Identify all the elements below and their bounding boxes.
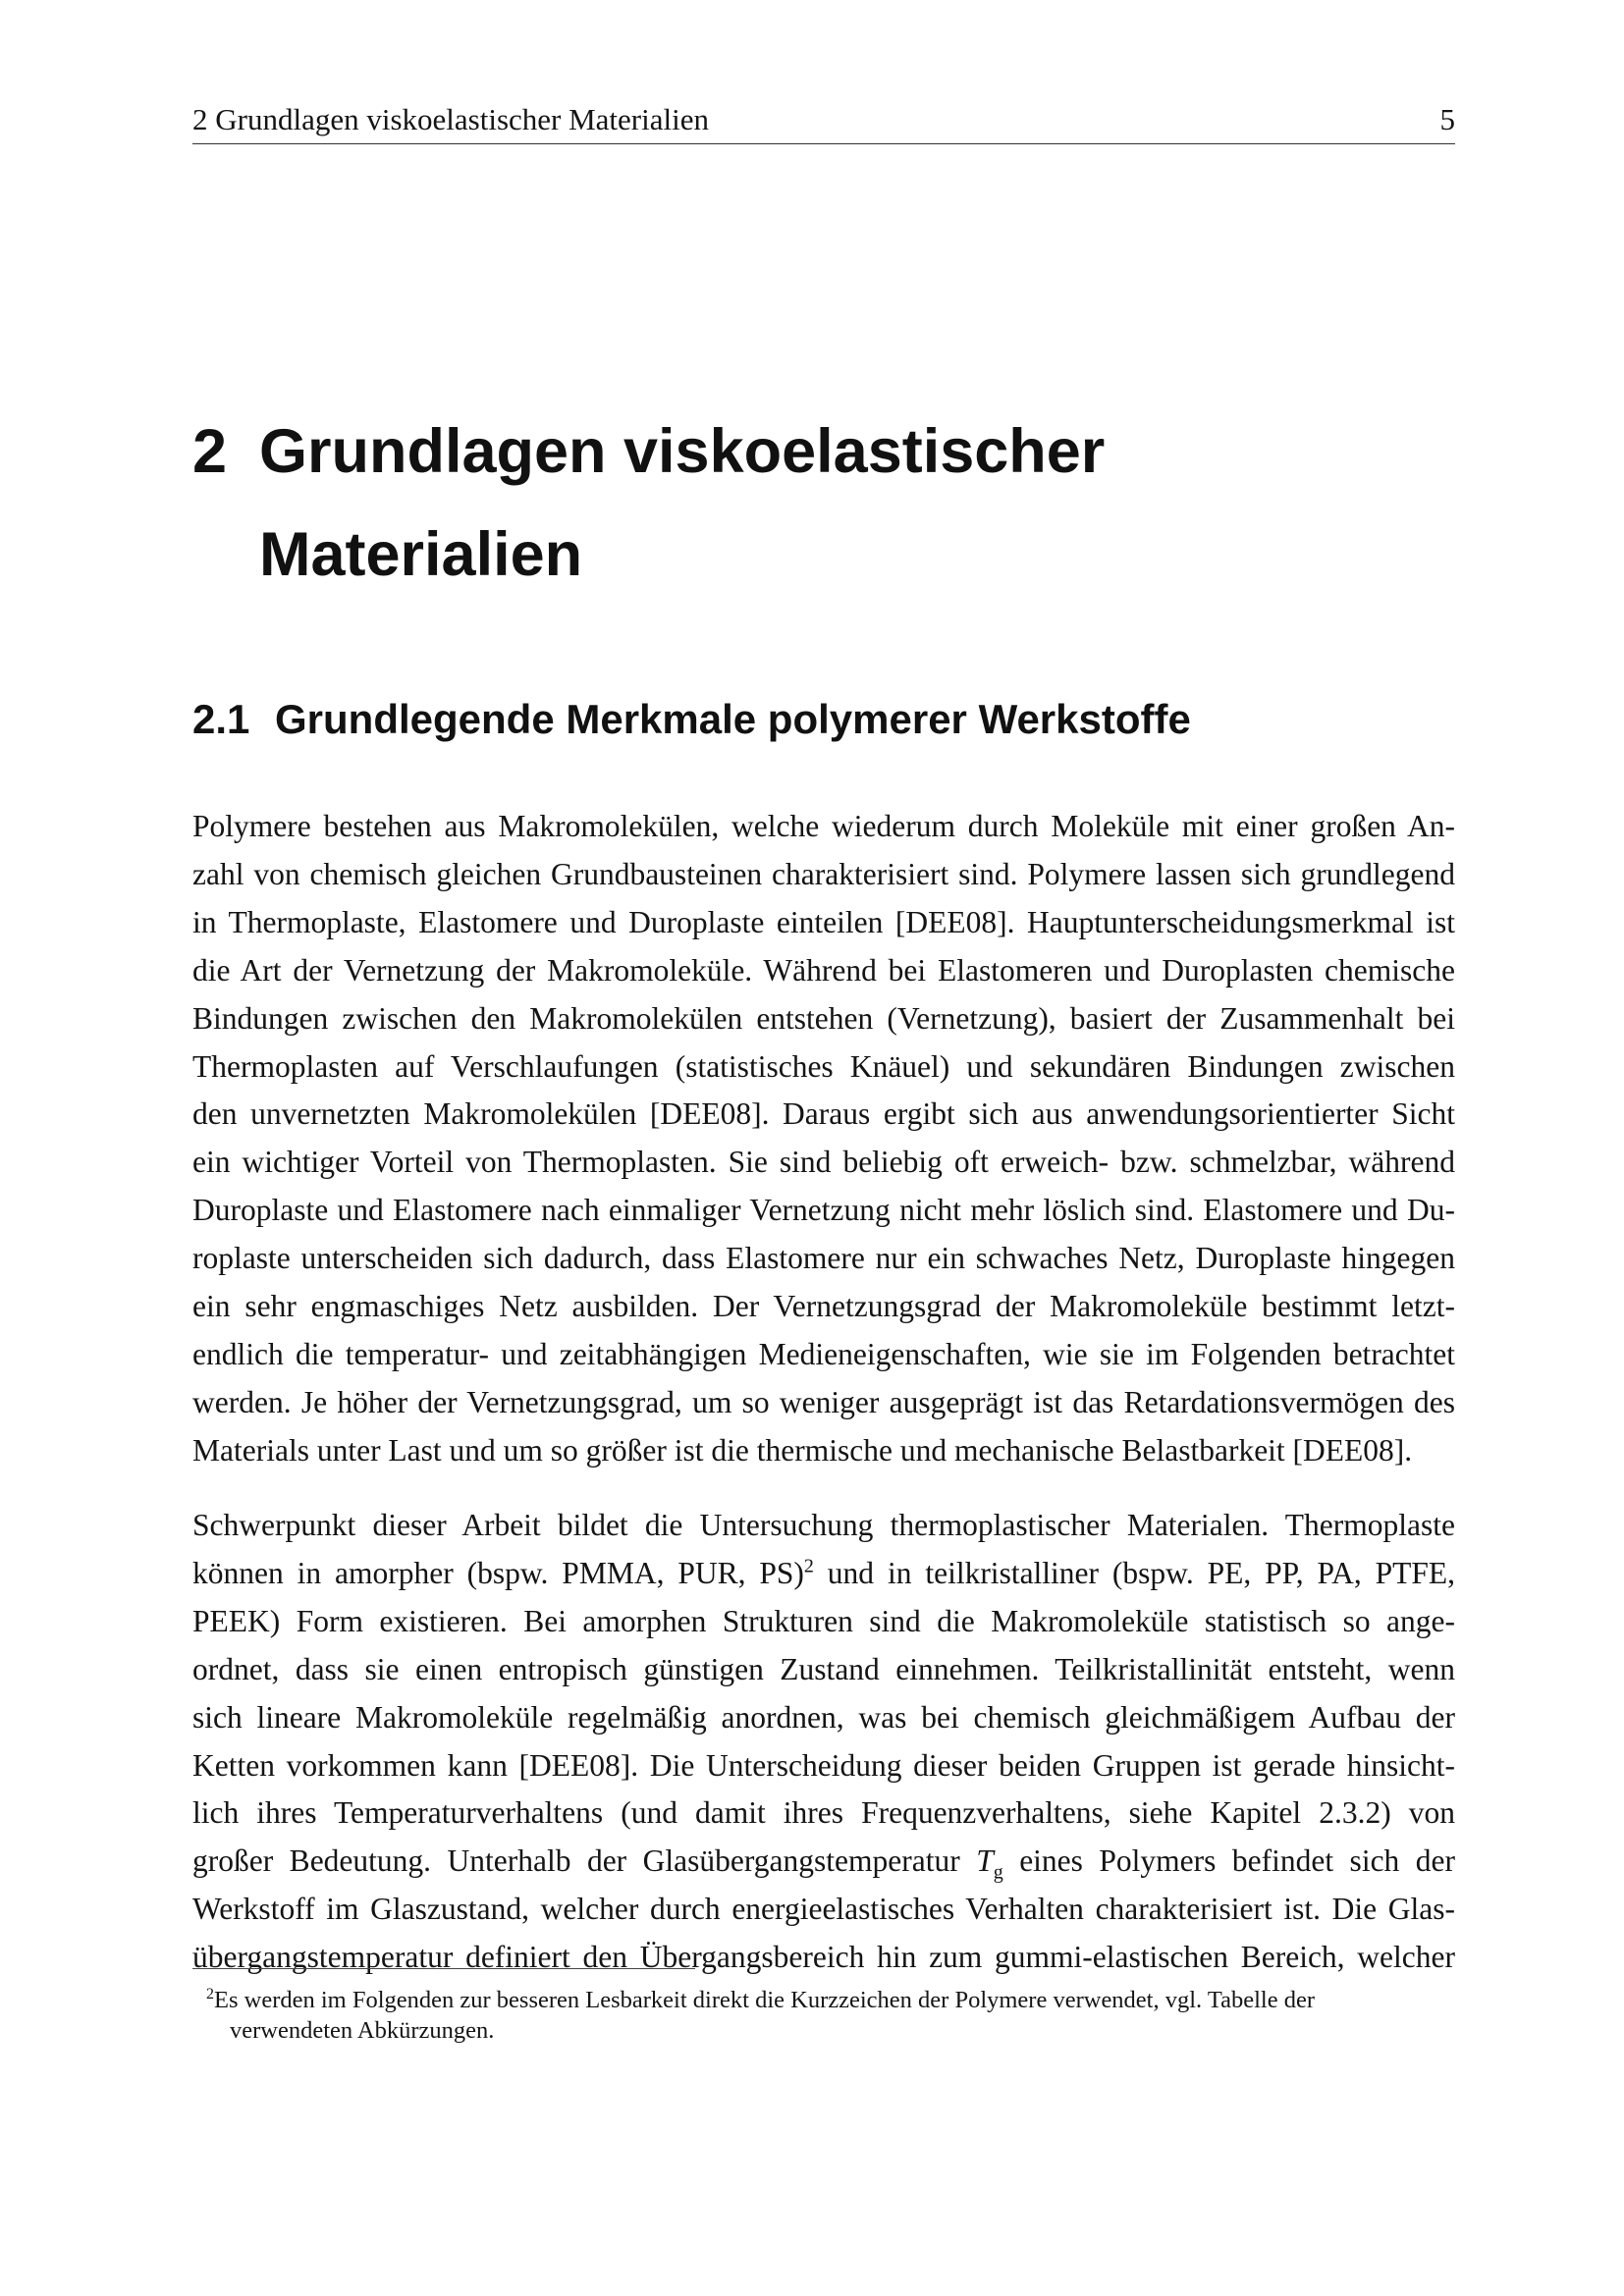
text-line: in Thermoplaste, Elastomere und Duroplaste einteilen [DEE08]. Hauptunterscheidungsmerkmal ist (192, 904, 1455, 939)
text-line: zahl von chemisch gleichen Grundbausteinen charakterisiert sind. Polymere lassen sich grundlegend (192, 856, 1455, 891)
text-line: Werkstoff im Glaszustand, welcher durch energieelastisches Verhalten charakterisiert ist. Die Glas- (192, 1892, 1455, 1927)
running-head (192, 98, 1455, 144)
section-title (192, 693, 1191, 746)
text-line: endlich die temperatur- und zeitabhängigen Medieneigenschaften, wie sie im Folgenden betrachtet (192, 1336, 1455, 1371)
footnote-text-line-1: Es werden im Folgenden zur besseren Lesbarkeit direkt die Kurzzeichen der Polymere verwendet, vgl. Tabelle der (214, 1987, 1316, 2014)
text-fragment: großer Bedeutung. Unterhalb der Glasübergangstemperatur (192, 1843, 977, 1879)
chapter-title-line-2: Materialien (259, 520, 583, 589)
text-fragment: und in teilkristalliner (bspw. PE, PP, PA, PTFE, (813, 1555, 1455, 1590)
footnote-mark: 2 (206, 1986, 214, 2002)
text-line: lich ihres Temperaturverhaltens (und damit ihres Frequenzverhaltens, siehe Kapitel 2.3.2) von (192, 1795, 1455, 1831)
text-line: Schwerpunkt dieser Arbeit bildet die Untersuchung thermoplastischer Materialen. Thermoplaste (192, 1508, 1455, 1542)
text-line: die Art der Vernetzung der Makromoleküle. Während bei Elastomeren und Duroplasten chemische (192, 952, 1455, 988)
footnote-reference[interactable]: 2 (803, 1555, 814, 1577)
chapter-title-line-1: Grundlagen viskoelastischer (259, 417, 1106, 486)
chapter-number: 2 (192, 417, 228, 486)
running-head-title: 2 Grundlagen viskoelastischer Materialien (192, 102, 709, 136)
text-line: Duroplaste und Elastomere nach einmaliger Vernetzung nicht mehr löslich sind. Elastomere und Du- (192, 1193, 1455, 1228)
text-fragment: können in amorpher (bspw. PMMA, PUR, PS) (192, 1555, 804, 1590)
text-line: werden. Je höher der Vernetzungsgrad, um so weniger ausgeprägt ist das Retardationsvermögen des (192, 1384, 1455, 1419)
text-line: ordnet, dass sie einen entropisch günstigen Zustand einnehmen. Teilkristallinität entsteht, wenn (192, 1651, 1455, 1686)
section-number: 2.1 (192, 696, 250, 742)
text-line: Polymere bestehen aus Makromolekülen, welche wiederum durch Moleküle mit einer großen An- (192, 809, 1455, 843)
footnote (192, 1979, 1455, 2046)
text-line: sich lineare Makromoleküle regelmäßig anordnen, was bei chemisch gleichmäßigem Aufbau der (192, 1699, 1455, 1735)
text-line: PEEK) Form existieren. Bei amorphen Strukturen sind die Makromoleküle statistisch so ange- (192, 1603, 1455, 1638)
text-line: roplaste unterscheiden sich dadurch, dass Elastomere nur ein schwaches Netz, Duroplaste hingegen (192, 1241, 1455, 1276)
text-line: Ketten vorkommen kann [DEE08]. Die Unterscheidung dieser beiden Gruppen ist gerade hinsicht- (192, 1747, 1455, 1783)
text-line: den unvernetzten Makromolekülen [DEE08]. Daraus ergibt sich aus anwendungsorientierter Sicht (192, 1096, 1455, 1132)
section-title-text: Grundlegende Merkmale polymerer Werkstoffe (275, 696, 1191, 742)
text-line: übergangstemperatur definiert den Übergangsbereich hin zum gummi-elastischen Bereich, welcher (192, 1940, 1455, 1975)
formula-variable: T (976, 1843, 994, 1879)
paragraph-1 (192, 803, 1455, 1475)
formula-subscript: g (993, 1861, 1003, 1884)
text-fragment: eines Polymers befindet sich der (1002, 1843, 1455, 1879)
page-number: 5 (1439, 102, 1455, 136)
footnote-divider (192, 1968, 695, 1969)
paragraph-2 (192, 1502, 1455, 1982)
text-line: Thermoplasten auf Verschlaufungen (statistisches Knäuel) und sekundären Bindungen zwischen (192, 1048, 1455, 1084)
footnote-text-line-2: verwendeten Abkürzungen. (230, 2017, 495, 2045)
text-line-with-footnote-ref (192, 1550, 1455, 1598)
text-line: Materials unter Last und um so größer ist die thermische und mechanische Belastbarkeit [DEE08]. (192, 1432, 1413, 1468)
text-line: ein sehr engmaschiges Netz ausbilden. Der Vernetzungsgrad der Makromoleküle bestimmt letzt- (192, 1289, 1455, 1324)
text-line: ein wichtiger Vorteil von Thermoplasten. Sie sind beliebig oft erweich- bzw. schmelzbar, während (192, 1145, 1455, 1180)
chapter-title (192, 400, 1105, 607)
text-line-with-formula (192, 1838, 1455, 1886)
text-line: Bindungen zwischen den Makromolekülen entstehen (Vernetzung), basiert der Zusammenhalt bei (192, 1000, 1455, 1036)
